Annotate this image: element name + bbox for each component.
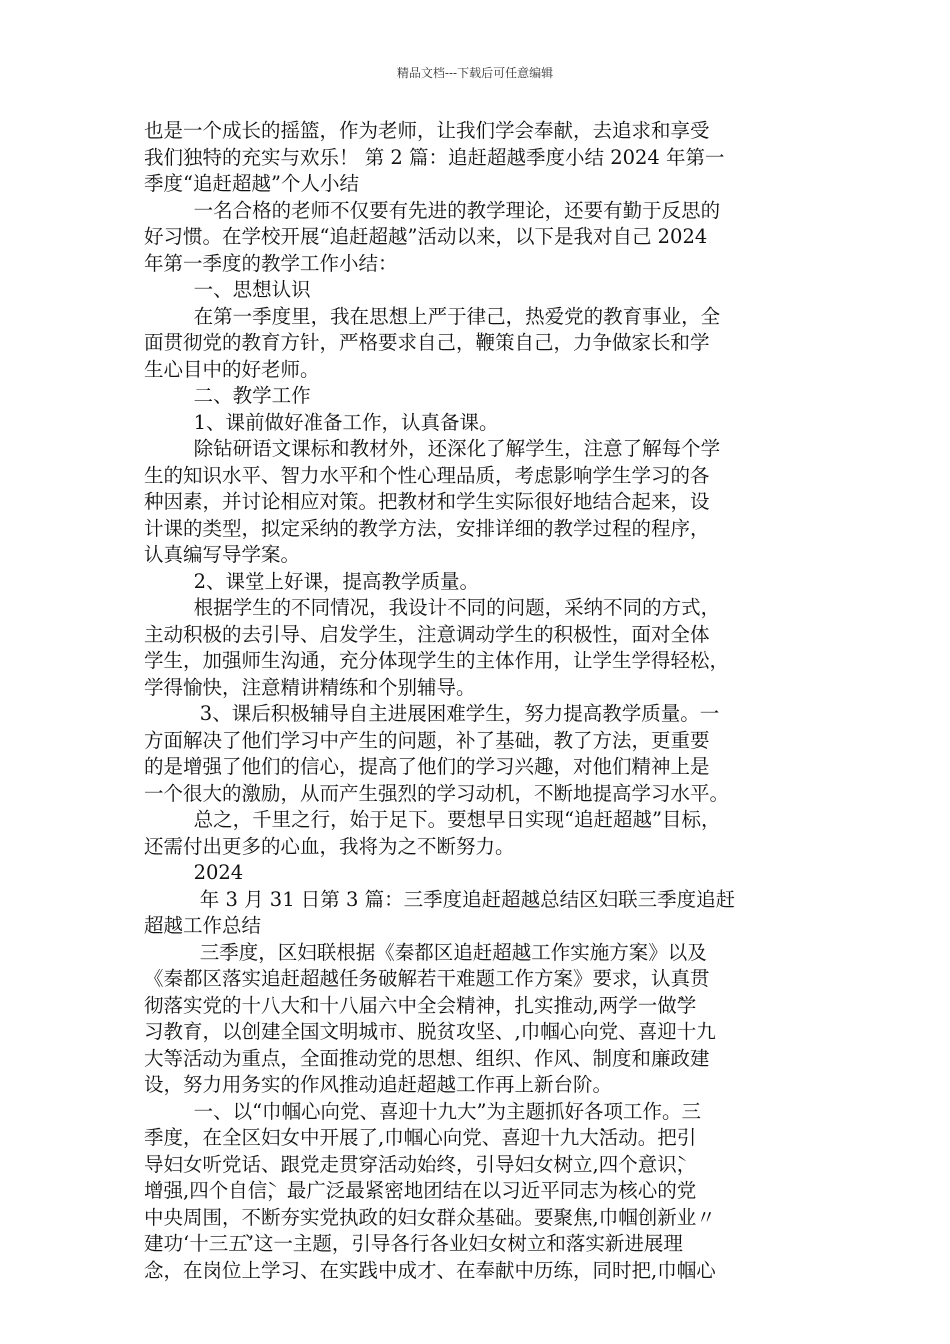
text-line: 增强,四个自信̀，最广泛最紧密地团结在以习近平同志为核心的党 [144,1179,697,1202]
text-line: 一个很大的激励，从而产生强烈的学习动机，不断地提高学习水平。 [144,781,730,805]
text-line: 年 3 月 31 日第 3 篇：三季度追赶超越总结区妇联三季度追赶 [144,887,736,911]
text-line: 三季度，区妇联根据《秦都区追赶超越工作实施方案》以及 [144,940,707,964]
text-line: 也是一个成长的摇篮，作为老师，让我们学会奉献，去追求和享受 [144,119,710,142]
text-line: 除钻研语文课标和教材外，还深化了解学生，注意了解每个学 [144,437,721,460]
text-line: 年第一季度的教学工作小结： [144,251,398,275]
subsection-heading: 1、课前做好准备工作，认真备课。 [144,410,499,434]
text-line: 《秦都区落实追赶超越任务破解若干难题工作方案》要求，认真贯 [144,967,710,990]
text-line: 在第一季度里，我在思想上严于律己，热爱党的教育事业，全 [144,304,721,328]
text-line: 认真编写导学案。 [144,543,301,566]
text-line: 总之，千里之行，始于足下。要想早日实现“追赶超越”目标， [144,808,721,831]
text-line: 2024 [144,861,244,884]
section-heading: 一、思想认识 [144,278,311,301]
page-header: 精品文档---下载后可任意编辑 [396,66,554,80]
document-body [144,118,824,1311]
text-line: 生的知识水平、智力水平和个性心理品质，考虑影响学生学习的各 [144,463,710,487]
text-line: 方面解决了他们学习中产生的问题，补了基础，教了方法，更重要 [144,728,710,752]
text-line: 念，在岗位上学习、在实践中成才、在奉献中历练，同时把,巾帼心 [144,1258,716,1282]
text-line: 种因素，并讨论相应对策。把教材和学生实际很好地结合起来，设 [144,490,710,513]
text-line: 习教育，以创建全国文明城市、脱贫攻坚、,巾帼心向党、喜迎十九 [144,1020,716,1043]
text-line: 还需付出更多的心血，我将为之不断努力。 [144,834,515,858]
text-line: 设，努力用务实的作风推动追赶超越工作再上新台阶。 [144,1073,613,1096]
text-line: 我们独特的充实与欢乐！ 第 2 篇：追赶超越季度小结 2024 年第一 [144,145,725,169]
text-line: 主动积极的去引导、启发学生，注意调动学生的积极性，面对全体 [144,622,710,646]
text-line [144,1284,824,1311]
text-line: 计课的类型，拟定采纳的教学方法，安排详细的教学过程的程序， [144,516,710,540]
text-line: 好习惯。在学校开展“追赶超越”活动以来，以下是我对自己 2024 [144,225,708,248]
subsection-heading: 2、课堂上好课，提高教学质量。 [144,569,479,593]
text-line: 根据学生的不同情况，我设计不同的问题，采纳不同的方式， [144,596,721,619]
text-line: 的是增强了他们的信心，提高了他们的学习兴趣，对他们精神上是 [144,755,710,778]
text-line: 彻落实党的十八大和十八届六中全会精神，扎实推动,两学一做̀学 [144,993,697,1017]
text-line: 3、课后积极辅导自主进展困难学生，努力提高教学质量。一 [144,702,720,725]
text-line: 生心目中的好老师。 [144,357,320,381]
text-line: 中央周围，不断夯实党执政的妇女群众基础。要聚焦,巾帼创新业〃 [144,1205,716,1229]
text-line: 学得愉快，注意精讲精练和个别辅导。 [144,675,476,699]
text-line: 面贯彻党的教育方针，严格要求自己，鞭策自己，力争做家长和学 [144,331,710,354]
text-line: 学生，加强师生沟通，充分体现学生的主体作用，让学生学得轻松， [144,649,730,672]
text-line: 建功‘十三五’̀这一主题，引导各行各业妇女树立和落实新进展理 [144,1232,683,1255]
text-line: 一名合格的老师不仅要有先进的教学理论，还要有勤于反思的 [144,198,721,222]
text-line: 季度“追赶超越”个人小结 [144,172,359,195]
text-line: 导妇女听党话、跟党走贯穿活动始终，引导妇女树立,四个意识̀， [144,1152,697,1176]
text-line: 一、以“巾帼心向党、喜迎十九大”为主题抓好各项工作。三 [144,1099,702,1123]
text-line: 季度，在全区妇女中开展了,巾帼心向党、喜迎十九大̀活动。把引 [144,1126,697,1149]
text-line: 大̀等活动为重点，全面推动党的思想、组织、作风、制度和廉政建 [144,1046,710,1070]
section-heading: 二、教学工作 [144,384,311,407]
text-line: 超越工作总结 [144,914,262,937]
